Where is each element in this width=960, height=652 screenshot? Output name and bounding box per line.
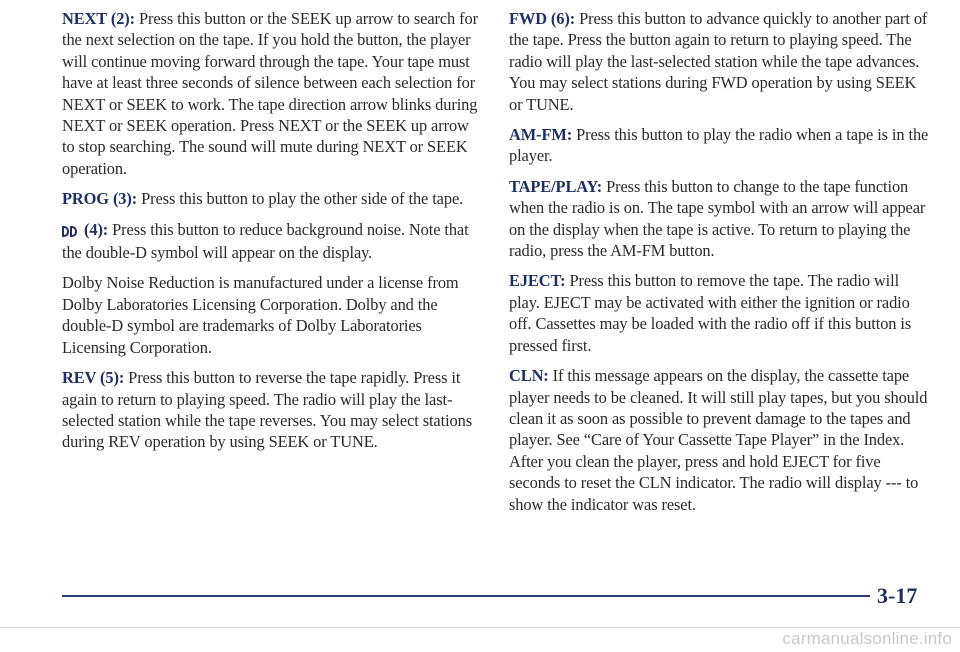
dolby-license-note: Dolby Noise Reduction is manufactured under a license from Dolby Laboratories Licensing Corporation. Dolby and the double-D symbol are trademarks of Dolby Laboratories Licensing Corporation. <box>62 273 459 357</box>
eject-text: Press this button to remove the tape. The radio will play. EJECT may be activated with either the ignition or radio off. Cassettes may be loaded with the radio off if this button is pressed first. <box>509 271 912 355</box>
prog-term: PROG (3): <box>62 189 138 209</box>
watermark: carmanualsonline.info <box>782 629 952 648</box>
dolby-paragraph <box>62 219 480 264</box>
dolby-double-d-icon <box>62 221 78 242</box>
prog-paragraph <box>62 188 480 209</box>
tapeplay-paragraph <box>509 176 929 262</box>
right-column <box>509 8 929 524</box>
footer-rule <box>62 595 870 597</box>
tapeplay-text: Press this button to change to the tape function when the radio is on. The tape symbol with an arrow will appear on the display when the tape is active. To return to playing the radio, press the AM-FM button. <box>509 176 926 261</box>
prog-text: Press this button to play the other side of the tape. <box>137 189 464 209</box>
cln-paragraph <box>509 365 929 515</box>
scan-divider <box>0 627 960 628</box>
fwd-term: FWD (6): <box>509 9 576 28</box>
page-number: 3-17 <box>877 583 918 608</box>
dolby-term: (4): <box>84 219 109 239</box>
cln-term: CLN: <box>509 366 549 386</box>
cln-text: If this message appears on the display, the cassette tape player needs to be cleaned. It will still play tapes, but you should clean it as soon as possible to prevent damage to the tapes and player. See “Care of Your Cassette Tape Player” in the Index. After you clean the player, press and hold EJECT for five seconds to reset the CLN indicator. The radio will display --- to show the indicator was reset. <box>509 366 928 514</box>
next-text: Press this button or the SEEK up arrow to search for the next selection on the tape. If you hold the button, the player will continue moving forward through the tape. Your tape must have at least three seconds of silence between each selection for NEXT or SEEK to work. The tape direction arrow blinks during NEXT or SEEK operation. Press NEXT or the SEEK up arrow to stop searching. The sound will mute during NEXT or SEEK operation. <box>62 9 478 178</box>
tapeplay-term: TAPE/PLAY: <box>509 176 603 196</box>
next-paragraph <box>62 8 480 179</box>
eject-term: EJECT: <box>509 271 566 291</box>
amfm-text: Press this button to play the radio when a tape is in the player. <box>509 125 929 166</box>
next-term: NEXT (2): <box>62 9 136 28</box>
fwd-paragraph <box>509 8 929 115</box>
fwd-text: Press this button to advance quickly to another part of the tape. Press the button again to return to playing speed. The radio will play the last-selected station while the tape advances. You may select stations during FWD operation by using SEEK or TUNE. <box>509 9 928 114</box>
rev-term: REV (5): <box>62 368 125 388</box>
left-column <box>62 8 480 462</box>
rev-paragraph <box>62 367 480 453</box>
eject-paragraph <box>509 270 929 356</box>
amfm-term: AM-FM: <box>509 125 573 145</box>
dolby-text: Press this button to reduce background noise. Note that the double-D symbol will appear on the display. <box>62 219 469 263</box>
rev-text: Press this button to reverse the tape rapidly. Press it again to return to playing speed. The radio will play the last-selected station while the tape reverses. You may select stations during REV operation by using SEEK or TUNE. <box>62 368 472 452</box>
amfm-paragraph <box>509 124 929 167</box>
